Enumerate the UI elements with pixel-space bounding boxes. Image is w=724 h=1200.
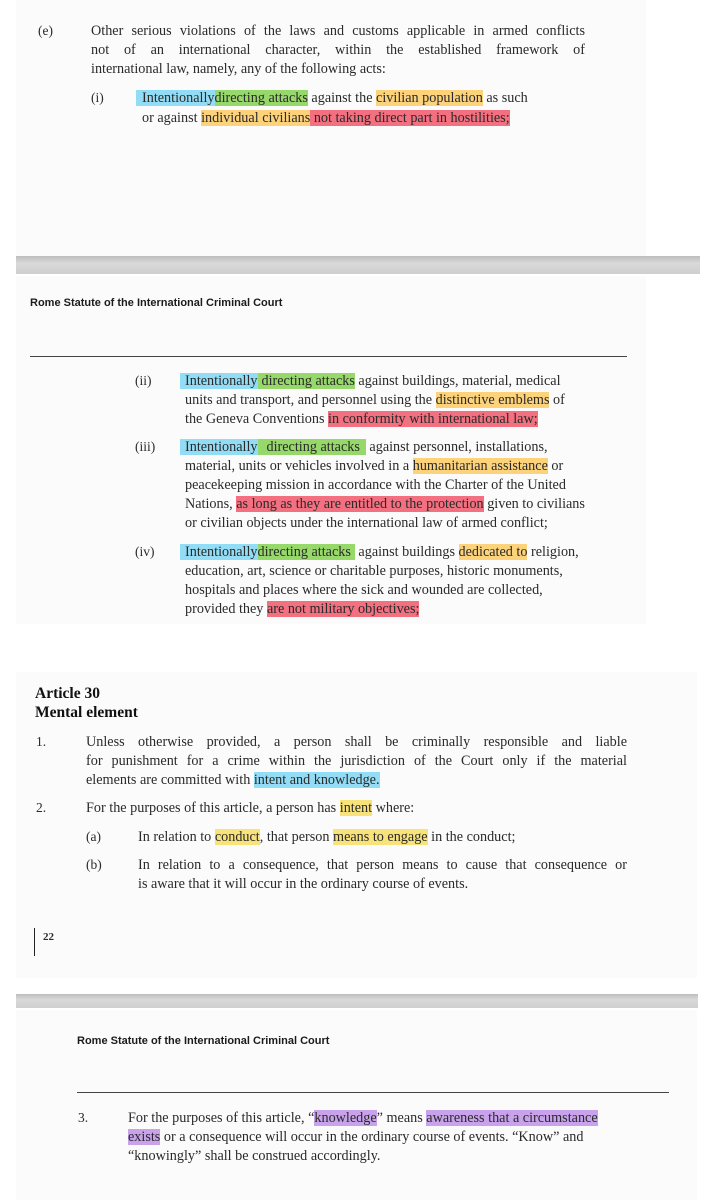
item-i-label: (i): [91, 90, 104, 105]
highlight-dedicated-to: dedicated to: [458, 544, 528, 560]
highlight-directing-attacks: directing attacks: [258, 373, 355, 389]
highlight-not-taking-part: not taking direct part in hostilities;: [310, 110, 510, 126]
para-3-label: 3.: [78, 1110, 89, 1125]
highlight-entitled-protection: as long as they are entitled to the protection: [236, 496, 484, 512]
item-iii-label: (iii): [135, 439, 156, 454]
highlight-conformity: in conformity with international law;: [328, 411, 538, 427]
item-iv-line-2: education, art, science or charitable purposes, historic monuments,: [185, 563, 563, 579]
highlight-directing-attacks: directing attacks: [214, 90, 308, 106]
highlight-knowledge: knowledge: [314, 1110, 377, 1126]
highlight-not-military-objectives: are not military objectives;: [266, 601, 420, 617]
page-4: [16, 1010, 697, 1200]
para-1-line-1: Unless otherwise provided, a person shall be criminally responsible and liable: [86, 734, 627, 750]
running-header: Rome Statute of the International Criminal Court: [30, 297, 283, 309]
highlight-awareness: awareness that a circumstance: [426, 1110, 598, 1126]
highlight-exists: exists: [128, 1129, 161, 1145]
para-1-line-2: for punishment for a crime within the jurisdiction of the Court only if the material: [86, 753, 627, 769]
para-a-label: (a): [86, 829, 101, 844]
para-1-label: 1.: [36, 734, 47, 749]
page-separator-1: [0, 256, 724, 276]
header-rule: [77, 1092, 669, 1093]
page-number: 22: [43, 931, 54, 943]
item-e-label: (e): [38, 23, 53, 38]
item-iii-line-5: or civilian objects under the international law of armed conflict;: [185, 515, 548, 531]
page-3: [16, 672, 697, 978]
highlight-conduct: conduct: [214, 829, 260, 845]
item-iv-line-4: provided they are not military objectives;: [185, 601, 420, 617]
highlight-humanitarian-assistance: humanitarian assistance: [412, 458, 548, 474]
para-b-line-1: In relation to a consequence, that person means to cause that consequence or: [138, 857, 627, 873]
page-separator-2: [0, 994, 724, 1010]
item-ii-line-1: Intentionally directing attacks against buildings, material, medical: [180, 371, 561, 391]
para-3-line-3: “knowingly” shall be construed accordingly.: [128, 1148, 381, 1164]
item-iii-line-2: material, units or vehicles involved in a humanitarian assistance or: [185, 458, 564, 474]
item-i-line-1: Intentionallydirecting attacks against the civilian population as such: [136, 88, 528, 108]
highlight-means-to-engage: means to engage: [333, 829, 428, 845]
highlight-intentionally: Intentionally: [180, 373, 258, 389]
item-iii-line-3: peacekeeping mission in accordance with the Charter of the United: [185, 477, 566, 493]
highlight-intentionally: Intentionally: [136, 90, 215, 106]
header-rule: [30, 356, 627, 357]
item-iv-line-3: hospitals and places where the sick and wounded are collected,: [185, 582, 543, 598]
page-1: [16, 0, 646, 256]
para-3-line-1: For the purposes of this article, “knowledge” means awareness that a circumstance: [128, 1110, 598, 1126]
highlight-individual-civilians: individual civilians: [201, 110, 311, 126]
article-title: Article 30: [35, 685, 100, 702]
item-ii-line-3: the Geneva Conventions in conformity with international law;: [185, 411, 538, 427]
item-e-line-3: international law, namely, any of the following acts:: [91, 61, 386, 77]
page-number-bar: [34, 928, 35, 956]
item-iv-line-1: Intentionallydirecting attacks against buildings dedicated to religion,: [180, 542, 579, 562]
item-iii-line-4: Nations, as long as they are entitled to the protection given to civilians: [185, 496, 585, 512]
article-subtitle: Mental element: [35, 704, 138, 721]
para-b-label: (b): [86, 857, 102, 872]
highlight-directing-attacks: directing attacks: [258, 544, 355, 560]
item-e-line-2: not of an international character, within the established framework of: [91, 42, 585, 58]
highlight-intent-and-knowledge: intent and knowledge.: [253, 772, 380, 788]
item-iii-line-1: Intentionally directing attacks against personnel, installations,: [180, 437, 548, 457]
page-2: [16, 276, 646, 624]
para-3-line-2: exists or a consequence will occur in the ordinary course of events. “Know” and: [128, 1129, 584, 1145]
highlight-intent: intent: [339, 800, 373, 816]
item-ii-label: (ii): [135, 373, 152, 388]
para-a-line-1: In relation to conduct, that person means to engage in the conduct;: [138, 829, 516, 845]
highlight-directing-attacks: directing attacks: [258, 439, 366, 455]
highlight-civilian-population: civilian population: [376, 90, 483, 106]
item-ii-line-2: units and transport, and personnel using the distinctive emblems of: [185, 392, 565, 408]
item-e-line-1: Other serious violations of the laws and customs applicable in armed conflicts: [91, 23, 585, 39]
highlight-distinctive-emblems: distinctive emblems: [435, 392, 550, 408]
para-2-label: 2.: [36, 800, 47, 815]
highlight-intentionally: Intentionally: [180, 544, 258, 560]
item-iv-label: (iv): [135, 544, 155, 559]
highlight-intentionally: Intentionally: [180, 439, 258, 455]
running-header: Rome Statute of the International Criminal Court: [77, 1035, 330, 1047]
para-1-line-3: elements are committed with intent and knowledge.: [86, 772, 380, 788]
para-b-line-2: is aware that it will occur in the ordinary course of events.: [138, 876, 469, 892]
para-2-line-1: For the purposes of this article, a person has intent where:: [86, 800, 415, 816]
item-i-line-2: or against individual civilians not taking direct part in hostilities;: [142, 110, 510, 126]
